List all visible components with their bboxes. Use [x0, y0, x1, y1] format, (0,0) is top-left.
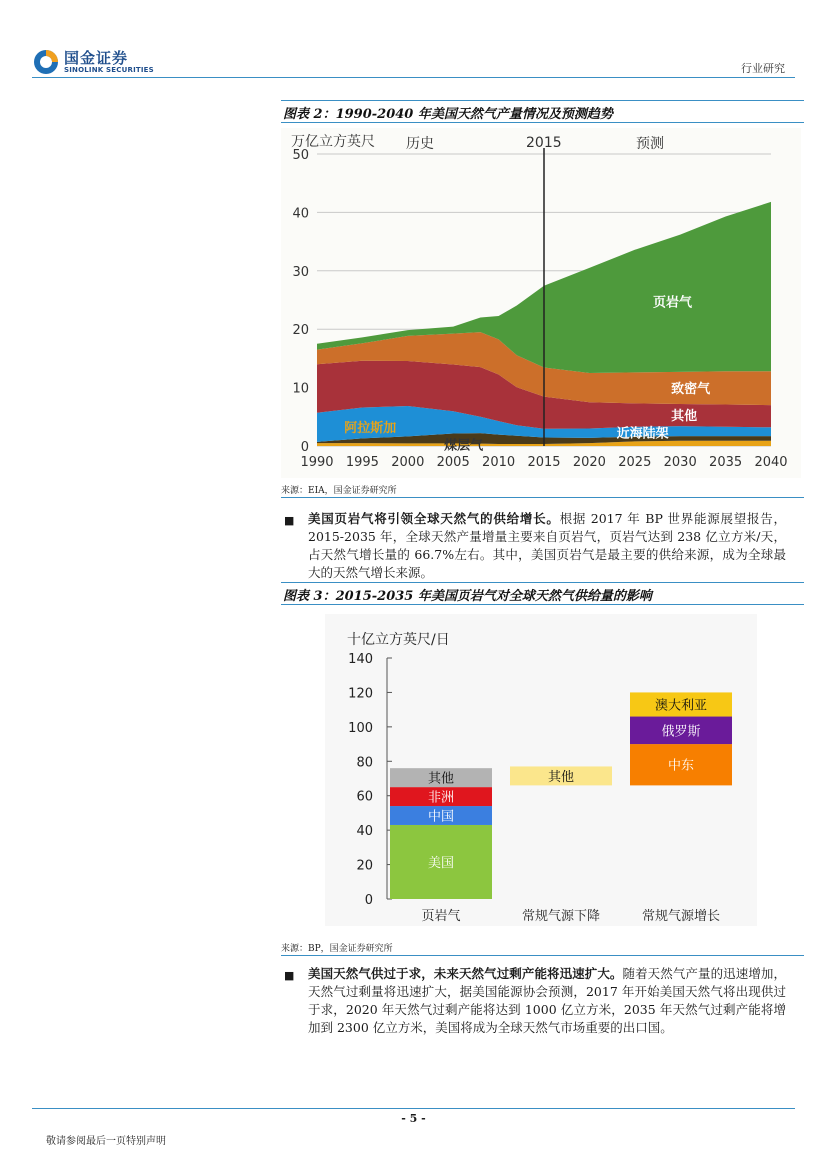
series-label: 致密气 [671, 381, 711, 397]
bullet-icon: ■ [284, 514, 295, 527]
x-tick-label: 2030 [663, 455, 697, 470]
series-label: 阿拉斯加 [344, 420, 397, 436]
y-tick-label: 20 [356, 858, 373, 874]
fig2-title: 图表 2：1990-2040 年美国天然气产量情况及预测趋势 [283, 107, 613, 122]
bar-segment-label: 中国 [427, 809, 455, 825]
fig2-forecast-label: 预测 [636, 136, 664, 152]
bullet-icon: ■ [284, 969, 295, 982]
paragraph-1-body: 根据 2017 年 BP 世界能源展望报告，2015-2035 年，全球天然产量增量主要来自页岩气，页岩气达到 238 亿立方米/天，占天然气增长量的 66.7%左右。其中，美国页岩气是最主要的供给来源，成为全球最大的天然气增长来源。 [308, 511, 786, 580]
category-label: 常规气源增长 [641, 909, 721, 924]
y-tick-label: 60 [356, 789, 373, 805]
fig2-history-label: 历史 [406, 136, 434, 152]
y-tick-label: 80 [356, 755, 373, 771]
fig2-source: 来源：EIA，国金证券研究所 [281, 486, 397, 496]
fig2-ylabel: 万亿立方英尺 [291, 134, 375, 150]
x-tick-label: 1995 [345, 455, 379, 470]
fig3-top-rule [281, 582, 804, 583]
paragraph-2 [308, 965, 786, 1037]
bar-segment-label: 其他 [547, 769, 575, 785]
x-tick-label: 2025 [618, 455, 652, 470]
x-tick-label: 2005 [436, 455, 470, 470]
x-tick-label: 2015 [527, 455, 561, 470]
page-number: - 5 - [401, 1112, 426, 1125]
series-label: 页岩气 [652, 295, 692, 311]
header-rule [32, 77, 795, 78]
paragraph-2-body: 随着天然气产量的迅速增加，天然气过剩量将迅速扩大，据美国能源协会预测，2017 年开始美国天然气将出现供过于求，2020 年天然气过剩产能将达到 1000 亿立方米，2035 年天然气过剩产能将增加到 2300 亿立方米，美国将成为全球天然气市场重要的出口国。 [308, 966, 786, 1035]
fig2-title-rule [281, 122, 804, 123]
x-tick-label: 2020 [572, 455, 606, 470]
fig3-ylabel: 十亿立方英尺/日 [347, 632, 450, 648]
paragraph-1-lead: 美国页岩气将引领全球天然气的供给增长。 [308, 511, 560, 526]
y-tick-label: 10 [292, 381, 309, 397]
logo-text-en: SINOLINK SECURITIES [64, 66, 154, 74]
bar-segment-label: 俄罗斯 [661, 724, 701, 740]
x-tick-label: 2035 [709, 455, 743, 470]
fig3-title: 图表 3：2015-2035 年美国页岩气对全球天然气供给量的影响 [283, 589, 652, 604]
x-tick-label: 1990 [300, 455, 334, 470]
series-label: 其他 [671, 409, 698, 425]
fig2-bottom-rule [281, 497, 804, 498]
y-tick-label: 100 [348, 720, 373, 736]
bar-segment-label: 美国 [427, 855, 455, 871]
paragraph-2-lead: 美国天然气供过于求，未来天然气过剩产能将迅速扩大。 [308, 966, 623, 981]
y-tick-label: 50 [292, 148, 309, 163]
category-label: 常规气源下降 [521, 909, 601, 924]
bar-segment-label: 非洲 [427, 790, 455, 806]
bar-segment-label: 中东 [667, 758, 695, 774]
y-tick-label: 30 [292, 264, 309, 280]
fig2-chart [281, 128, 801, 478]
y-tick-label: 120 [348, 686, 373, 702]
y-tick-label: 40 [292, 206, 309, 222]
series-label: 煤层气 [444, 438, 484, 454]
paragraph-1 [308, 510, 786, 582]
y-tick-label: 140 [348, 652, 373, 667]
footer-rule [32, 1108, 795, 1109]
fig3-title-rule [281, 604, 804, 605]
disclaimer-note: 敬请参阅最后一页特别声明 [46, 1136, 166, 1147]
category-label: 页岩气 [421, 909, 461, 924]
bar-segment-label: 澳大利亚 [654, 698, 708, 714]
x-tick-label: 2000 [391, 455, 425, 470]
y-tick-label: 40 [356, 824, 373, 840]
x-tick-label: 2040 [754, 455, 788, 470]
logo-text-cn: 国金证券 [64, 49, 129, 67]
fig2-divider-label: 2015 [526, 135, 562, 151]
logo-mark-icon [32, 48, 60, 76]
fig3-chart [325, 614, 757, 926]
x-tick-label: 2010 [482, 455, 516, 470]
series-label: 近海陆架 [616, 426, 669, 442]
bar-segment-label: 其他 [427, 771, 455, 787]
y-tick-label: 0 [364, 893, 373, 908]
y-tick-label: 20 [292, 323, 309, 339]
fig3-source: 来源：BP，国金证券研究所 [281, 944, 393, 954]
company-logo [32, 46, 156, 80]
fig3-bottom-rule [281, 955, 804, 956]
fig2-top-rule [281, 100, 804, 101]
y-tick-label: 0 [300, 440, 309, 455]
section-label: 行业研究 [741, 62, 785, 75]
